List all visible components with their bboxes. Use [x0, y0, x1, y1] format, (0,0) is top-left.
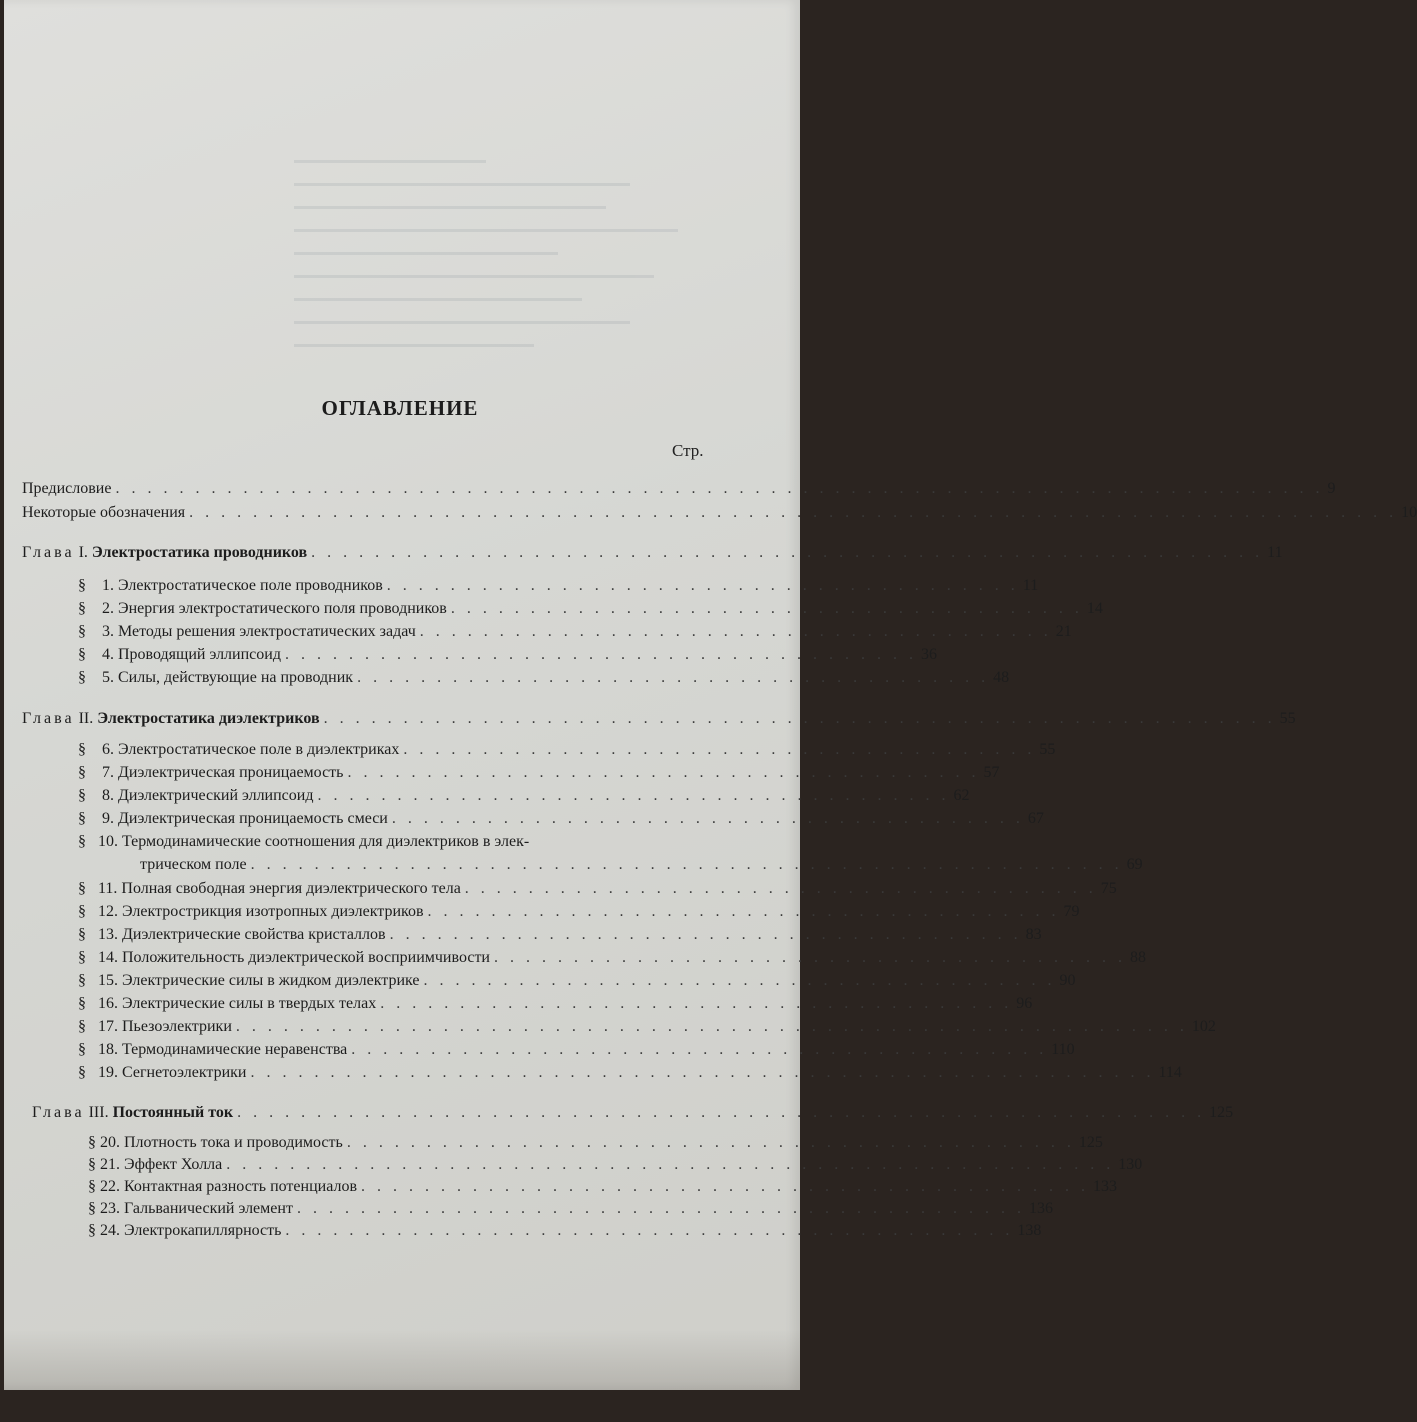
toc-section-3[interactable]: § 3. Методы решения электростатических задач . . . . . . . . . . . . . . . . . . . . . . . . . . . . . . . . . . . . . . . . 21: [78, 623, 1072, 640]
section-number: 9.: [102, 810, 114, 827]
toc-chapter-3[interactable]: Глава III. Постоянный ток . . . . . . . . . . . . . . . . . . . . . . . . . . . . . . . . . . . . . . . . . . . . . . . . . . . . . . . . . . . . . 125: [32, 1104, 1234, 1121]
section-label: Электрические силы в жидком диэлектрике: [122, 972, 420, 989]
section-symbol: §: [88, 1156, 96, 1173]
section-page: 21: [1055, 623, 1072, 640]
chapter-prefix: Глава: [22, 710, 75, 727]
section-number: 1.: [102, 577, 114, 594]
section-page: 57: [983, 764, 1000, 781]
section-label: Силы, действующие на проводник: [118, 669, 354, 686]
section-number: 5.: [102, 669, 114, 686]
section-page: 138: [1017, 1222, 1042, 1239]
section-label: Эффект Холла: [124, 1156, 223, 1173]
section-page: 36: [920, 646, 937, 663]
section-page: 11: [1022, 577, 1039, 594]
toc-section-23[interactable]: § 23. Гальванический элемент . . . . . . . . . . . . . . . . . . . . . . . . . . . . . . . . . . . . . . . . . . . . . . 136: [88, 1200, 1053, 1217]
toc-section-11[interactable]: § 11. Полная свободная энергия диэлектрического тела . . . . . . . . . . . . . . . . . . . . . . . . . . . . . . . . . . . . . . . . 75: [78, 880, 1117, 897]
toc-chapter-1[interactable]: Глава I. Электростатика проводников . . . . . . . . . . . . . . . . . . . . . . . . . . . . . . . . . . . . . . . . . . . . . . . . . . . . . . . . . . . . 11: [22, 544, 1283, 561]
section-label: Диэлектрическая проницаемость смеси: [118, 810, 388, 827]
section-symbol: §: [78, 1018, 86, 1035]
section-symbol: §: [78, 949, 86, 966]
section-number: 8.: [102, 787, 114, 804]
page-column-label: Стр.: [672, 441, 704, 460]
section-symbol: §: [78, 880, 86, 897]
section-number: 17.: [98, 1018, 118, 1035]
toc-section-5[interactable]: § 5. Силы, действующие на проводник . . . . . . . . . . . . . . . . . . . . . . . . . . . . . . . . . . . . . . . . 48: [78, 669, 1010, 686]
chapter-prefix: Глава: [32, 1104, 85, 1121]
section-page: 125: [1078, 1134, 1103, 1151]
section-label: Электрострикция изотропных диэлектриков: [122, 903, 424, 920]
section-page: 62: [953, 787, 970, 804]
section-number: 7.: [102, 764, 114, 781]
chapter-number: III.: [88, 1104, 109, 1121]
toc-section-21[interactable]: § 21. Эффект Холла . . . . . . . . . . . . . . . . . . . . . . . . . . . . . . . . . . . . . . . . . . . . . . . . . . . . . . . . 130: [88, 1156, 1143, 1173]
section-symbol: §: [88, 1178, 96, 1195]
section-symbol: §: [78, 623, 86, 640]
section-label-continued: трическом поле: [140, 856, 247, 873]
section-number: 24.: [100, 1222, 120, 1239]
section-page: 96: [1016, 995, 1033, 1012]
section-number: 16.: [98, 995, 118, 1012]
section-number: 12.: [98, 903, 118, 920]
section-page: 48: [993, 669, 1010, 686]
chapter-number: II.: [78, 710, 94, 727]
section-label: Методы решения электростатических задач: [118, 623, 416, 640]
section-page: 67: [1027, 810, 1044, 827]
section-label: Энергия электростатического поля проводников: [118, 600, 447, 617]
section-page: 136: [1028, 1200, 1053, 1217]
section-symbol: §: [78, 995, 86, 1012]
toc-entry-notation[interactable]: Некоторые обозначения . . . . . . . . . . . . . . . . . . . . . . . . . . . . . . . . . . . . . . . . . . . . . . . . . . . . . . . . . . . . . . . . . . . . . . . . . . . . 10: [22, 504, 1417, 521]
section-page: 114: [1158, 1064, 1182, 1081]
toc-section-24[interactable]: § 24. Электрокапиллярность . . . . . . . . . . . . . . . . . . . . . . . . . . . . . . . . . . . . . . . . . . . . . . 138: [88, 1222, 1042, 1239]
section-page: 69: [1126, 856, 1143, 873]
toc-section-10-continued[interactable]: трическом поле . . . . . . . . . . . . . . . . . . . . . . . . . . . . . . . . . . . . . . . . . . . . . . . . . . . . . . . 69: [140, 856, 1143, 873]
section-label: Диэлектрические свойства кристаллов: [122, 926, 386, 943]
section-symbol: §: [78, 600, 86, 617]
entry-label: Некоторые обозначения: [22, 504, 186, 521]
toc-section-17[interactable]: § 17. Пьезоэлектрики . . . . . . . . . . . . . . . . . . . . . . . . . . . . . . . . . . . . . . . . . . . . . . . . . . . . . . . . . . . . 102: [78, 1018, 1216, 1035]
section-label: Диэлектрическая проницаемость: [118, 764, 344, 781]
chapter-title: Постоянный ток: [112, 1104, 234, 1121]
section-number: 21.: [100, 1156, 120, 1173]
chapter-prefix: Глава: [22, 544, 75, 561]
section-label: Электростатическое поле в диэлектриках: [118, 741, 400, 758]
section-label: Пьезоэлектрики: [122, 1018, 232, 1035]
toc-section-20[interactable]: § 20. Плотность тока и проводимость . . . . . . . . . . . . . . . . . . . . . . . . . . . . . . . . . . . . . . . . . . . . . . 125: [88, 1134, 1103, 1151]
section-number: 15.: [98, 972, 118, 989]
section-label: Гальванический элемент: [124, 1200, 293, 1217]
section-number: 20.: [100, 1134, 120, 1151]
section-number: 6.: [102, 741, 114, 758]
section-label: Термодинамические неравенства: [122, 1041, 348, 1058]
section-label: Электрические силы в твердых телах: [122, 995, 377, 1012]
toc-section-7[interactable]: § 7. Диэлектрическая проницаемость . . . . . . . . . . . . . . . . . . . . . . . . . . . . . . . . . . . . . . . . 57: [78, 764, 1000, 781]
section-symbol: §: [88, 1134, 96, 1151]
section-number: 22.: [100, 1178, 120, 1195]
section-label: Электростатическое поле проводников: [118, 577, 383, 594]
section-page: 90: [1059, 972, 1076, 989]
section-number: 11.: [98, 880, 118, 897]
chapter-page: 55: [1279, 710, 1296, 727]
entry-page: 9: [1327, 480, 1336, 497]
section-symbol: §: [88, 1222, 96, 1239]
section-label: Положительность диэлектрической восприимчивости: [122, 949, 490, 966]
section-label: Контактная разность потенциалов: [124, 1178, 357, 1195]
section-label: Сегнетоэлектрики: [122, 1064, 247, 1081]
section-label: Проводящий эллипсоид: [118, 646, 281, 663]
section-number: 14.: [98, 949, 118, 966]
toc-section-2[interactable]: § 2. Энергия электростатического поля проводников . . . . . . . . . . . . . . . . . . . . . . . . . . . . . . . . . . . . . . . . 14: [78, 600, 1103, 617]
section-page: 75: [1100, 880, 1117, 897]
section-page: 55: [1039, 741, 1056, 758]
section-label: Плотность тока и проводимость: [124, 1134, 343, 1151]
section-page: 102: [1191, 1018, 1216, 1035]
toc-section-4[interactable]: § 4. Проводящий эллипсоид . . . . . . . . . . . . . . . . . . . . . . . . . . . . . . . . . . . . . . . . 36: [78, 646, 937, 663]
toc-section-18[interactable]: § 18. Термодинамические неравенства . . . . . . . . . . . . . . . . . . . . . . . . . . . . . . . . . . . . . . . . . . . . 110: [78, 1041, 1075, 1058]
section-symbol: §: [78, 833, 86, 850]
section-symbol: §: [78, 669, 86, 686]
section-page: 88: [1130, 949, 1146, 966]
section-number: 3.: [102, 623, 114, 640]
section-symbol: §: [78, 926, 86, 943]
section-page: 130: [1118, 1156, 1143, 1173]
toc-entry-preface[interactable]: Предисловие . . . . . . . . . . . . . . . . . . . . . . . . . . . . . . . . . . . . . . . . . . . . . . . . . . . . . . . . . . . . . . . . . . . . . . . . . . . . 9: [22, 480, 1336, 497]
section-page: 133: [1093, 1178, 1117, 1195]
entry-label: Предисловие: [22, 480, 112, 497]
toc-section-19[interactable]: § 19. Сегнетоэлектрики . . . . . . . . . . . . . . . . . . . . . . . . . . . . . . . . . . . . . . . . . . . . . . . . . . . . . . . . . 114: [78, 1064, 1182, 1081]
toc-section-6[interactable]: § 6. Электростатическое поле в диэлектриках . . . . . . . . . . . . . . . . . . . . . . . . . . . . . . . . . . . . . . . . 55: [78, 741, 1056, 758]
section-symbol: §: [78, 903, 86, 920]
section-symbol: §: [78, 577, 86, 594]
section-symbol: §: [78, 972, 86, 989]
toc-section-10[interactable]: [78, 832, 712, 852]
section-label: Термодинамические соотношения для диэлектриков в элек-: [122, 833, 530, 850]
section-number: 13.: [98, 926, 118, 943]
section-symbol: §: [78, 646, 86, 663]
section-label: Полная свободная энергия диэлектрического тела: [121, 880, 461, 897]
section-page: 14: [1086, 600, 1103, 617]
section-symbol: §: [88, 1200, 96, 1217]
section-number: 19.: [98, 1064, 118, 1081]
toc-section-13[interactable]: § 13. Диэлектрические свойства кристаллов . . . . . . . . . . . . . . . . . . . . . . . . . . . . . . . . . . . . . . . . 83: [78, 926, 1042, 943]
chapter-title: Электростатика диэлектриков: [97, 710, 320, 727]
section-number: 2.: [102, 600, 114, 617]
section-symbol: §: [78, 787, 86, 804]
chapter-page: 125: [1209, 1104, 1234, 1121]
section-page: 79: [1063, 903, 1080, 920]
chapter-number: I.: [78, 544, 88, 561]
toc-chapter-2[interactable]: Глава II. Электростатика диэлектриков . . . . . . . . . . . . . . . . . . . . . . . . . . . . . . . . . . . . . . . . . . . . . . . . . . . . . . . . . . . . 55: [22, 710, 1296, 727]
section-symbol: §: [78, 741, 86, 758]
section-number: 4.: [102, 646, 114, 663]
section-symbol: §: [78, 1041, 86, 1058]
toc-title: ОГЛАВЛЕНИЕ: [321, 396, 479, 420]
chapter-page: 11: [1267, 544, 1283, 561]
section-symbol: §: [78, 1064, 86, 1081]
toc-section-16[interactable]: § 16. Электрические силы в твердых телах . . . . . . . . . . . . . . . . . . . . . . . . . . . . . . . . . . . . . . . . 96: [78, 995, 1033, 1012]
section-number: 10.: [98, 833, 118, 850]
toc-section-14[interactable]: § 14. Положительность диэлектрической восприимчивости . . . . . . . . . . . . . . . . . . . . . . . . . . . . . . . . . . . . . . . . 88: [78, 949, 1146, 966]
toc-section-22[interactable]: § 22. Контактная разность потенциалов . . . . . . . . . . . . . . . . . . . . . . . . . . . . . . . . . . . . . . . . . . . . . . 133: [88, 1178, 1117, 1195]
toc-section-12[interactable]: § 12. Электрострикция изотропных диэлектриков . . . . . . . . . . . . . . . . . . . . . . . . . . . . . . . . . . . . . . . . 79: [78, 903, 1080, 920]
section-page: 110: [1051, 1041, 1075, 1058]
section-symbol: §: [78, 810, 86, 827]
section-number: 23.: [100, 1200, 120, 1217]
toc-section-15[interactable]: § 15. Электрические силы в жидком диэлектрике . . . . . . . . . . . . . . . . . . . . . . . . . . . . . . . . . . . . . . . . 90: [78, 972, 1076, 989]
section-number: 18.: [98, 1041, 118, 1058]
section-page: 83: [1025, 926, 1042, 943]
chapter-title: Электростатика проводников: [91, 544, 308, 561]
toc-section-8[interactable]: § 8. Диэлектрический эллипсоид . . . . . . . . . . . . . . . . . . . . . . . . . . . . . . . . . . . . . . . . 62: [78, 787, 970, 804]
section-label: Электрокапиллярность: [124, 1222, 282, 1239]
section-label: Диэлектрический эллипсоид: [118, 787, 314, 804]
toc-section-9[interactable]: § 9. Диэлектрическая проницаемость смеси . . . . . . . . . . . . . . . . . . . . . . . . . . . . . . . . . . . . . . . . 67: [78, 810, 1044, 827]
show-through-text: [294, 140, 774, 480]
section-symbol: §: [78, 764, 86, 781]
toc-section-1[interactable]: § 1. Электростатическое поле проводников . . . . . . . . . . . . . . . . . . . . . . . . . . . . . . . . . . . . . . . . 11: [78, 577, 1039, 594]
entry-page: 10: [1401, 504, 1417, 521]
